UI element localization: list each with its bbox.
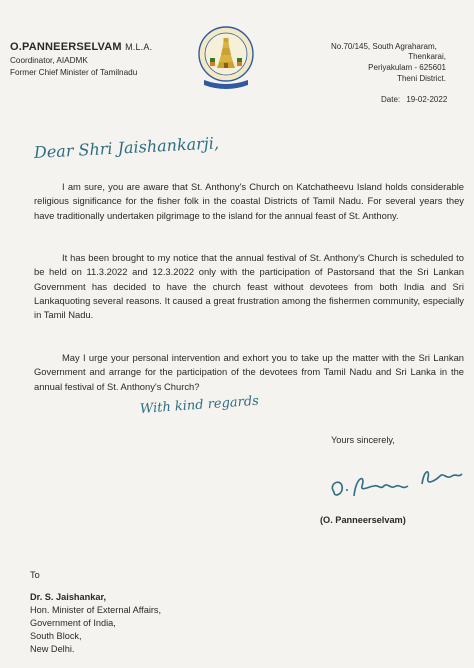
handwritten-salutation: Dear Shri Jaishankarji,	[33, 133, 220, 162]
recipient-line-2: Government of India,	[30, 618, 116, 628]
body-paragraph-2	[34, 251, 464, 322]
tamilnadu-assembly-emblem-icon	[198, 22, 254, 92]
address-line-3: Periyakulam - 625601	[368, 63, 446, 72]
sender-former-role: Former Chief Minister of Tamilnadu	[10, 68, 138, 77]
sender-title-suffix: M.L.A.	[125, 42, 153, 52]
signature-image	[326, 456, 466, 510]
recipient-name: Dr. S. Jaishankar,	[30, 592, 107, 602]
to-label: To	[30, 570, 40, 580]
body-paragraph-3	[34, 351, 464, 394]
address-line-1: No.70/145, South Agraharam,	[331, 42, 437, 51]
recipient-line-3: South Block,	[30, 631, 82, 641]
body-paragraph-2-text: It has been brought to my notice that the annual festival of St. Anthony's Church is scheduled to be held on 11.3.2022 and 12.3.2022 only with the participation of Pastorsand that the Sri Lankan Government has decided to have the church feast without devotees from both India and Sri Lankaquoting several reasons. It caused a great frustration among the fishermen community, especially in Tamil Nadu.	[34, 252, 464, 321]
date-label: Date:	[381, 95, 401, 104]
signatory-name: (O. Panneerselvam)	[320, 515, 406, 525]
recipient-line-4: New Delhi.	[30, 644, 75, 654]
address-line-2: Thenkarai,	[408, 52, 446, 61]
sender-role: Coordinator, AIADMK	[10, 56, 88, 65]
address-line-4: Theni District.	[397, 74, 446, 83]
letter-date	[381, 95, 447, 104]
handwritten-regards: With kind regards	[139, 393, 260, 417]
closing-text: Yours sincerely,	[331, 435, 395, 445]
sender-name	[10, 41, 152, 53]
date-value: 19-02-2022	[406, 95, 448, 104]
body-paragraph-1-text: I am sure, you are aware that St. Anthony's Church on Katchatheevu Island holds considerable religious significance for the fisher folk in the coastal Districts of Tamil Nadu. For several years they have traditionally undertaken pilgrimage to the island for the annual feast of St. Anthony.	[34, 181, 464, 221]
body-paragraph-1	[34, 180, 464, 223]
sender-name-text: O.PANNEERSELVAM	[10, 41, 122, 53]
body-paragraph-3-text: May I urge your personal intervention and exhort you to take up the matter with the Sri Lankan Government and arrange for the participation of the devotees from Tamil Nadu and Sri Lanka in the annual festival of St. Anthony's Church?	[34, 352, 464, 392]
recipient-line-1: Hon. Minister of External Affairs,	[30, 605, 162, 615]
